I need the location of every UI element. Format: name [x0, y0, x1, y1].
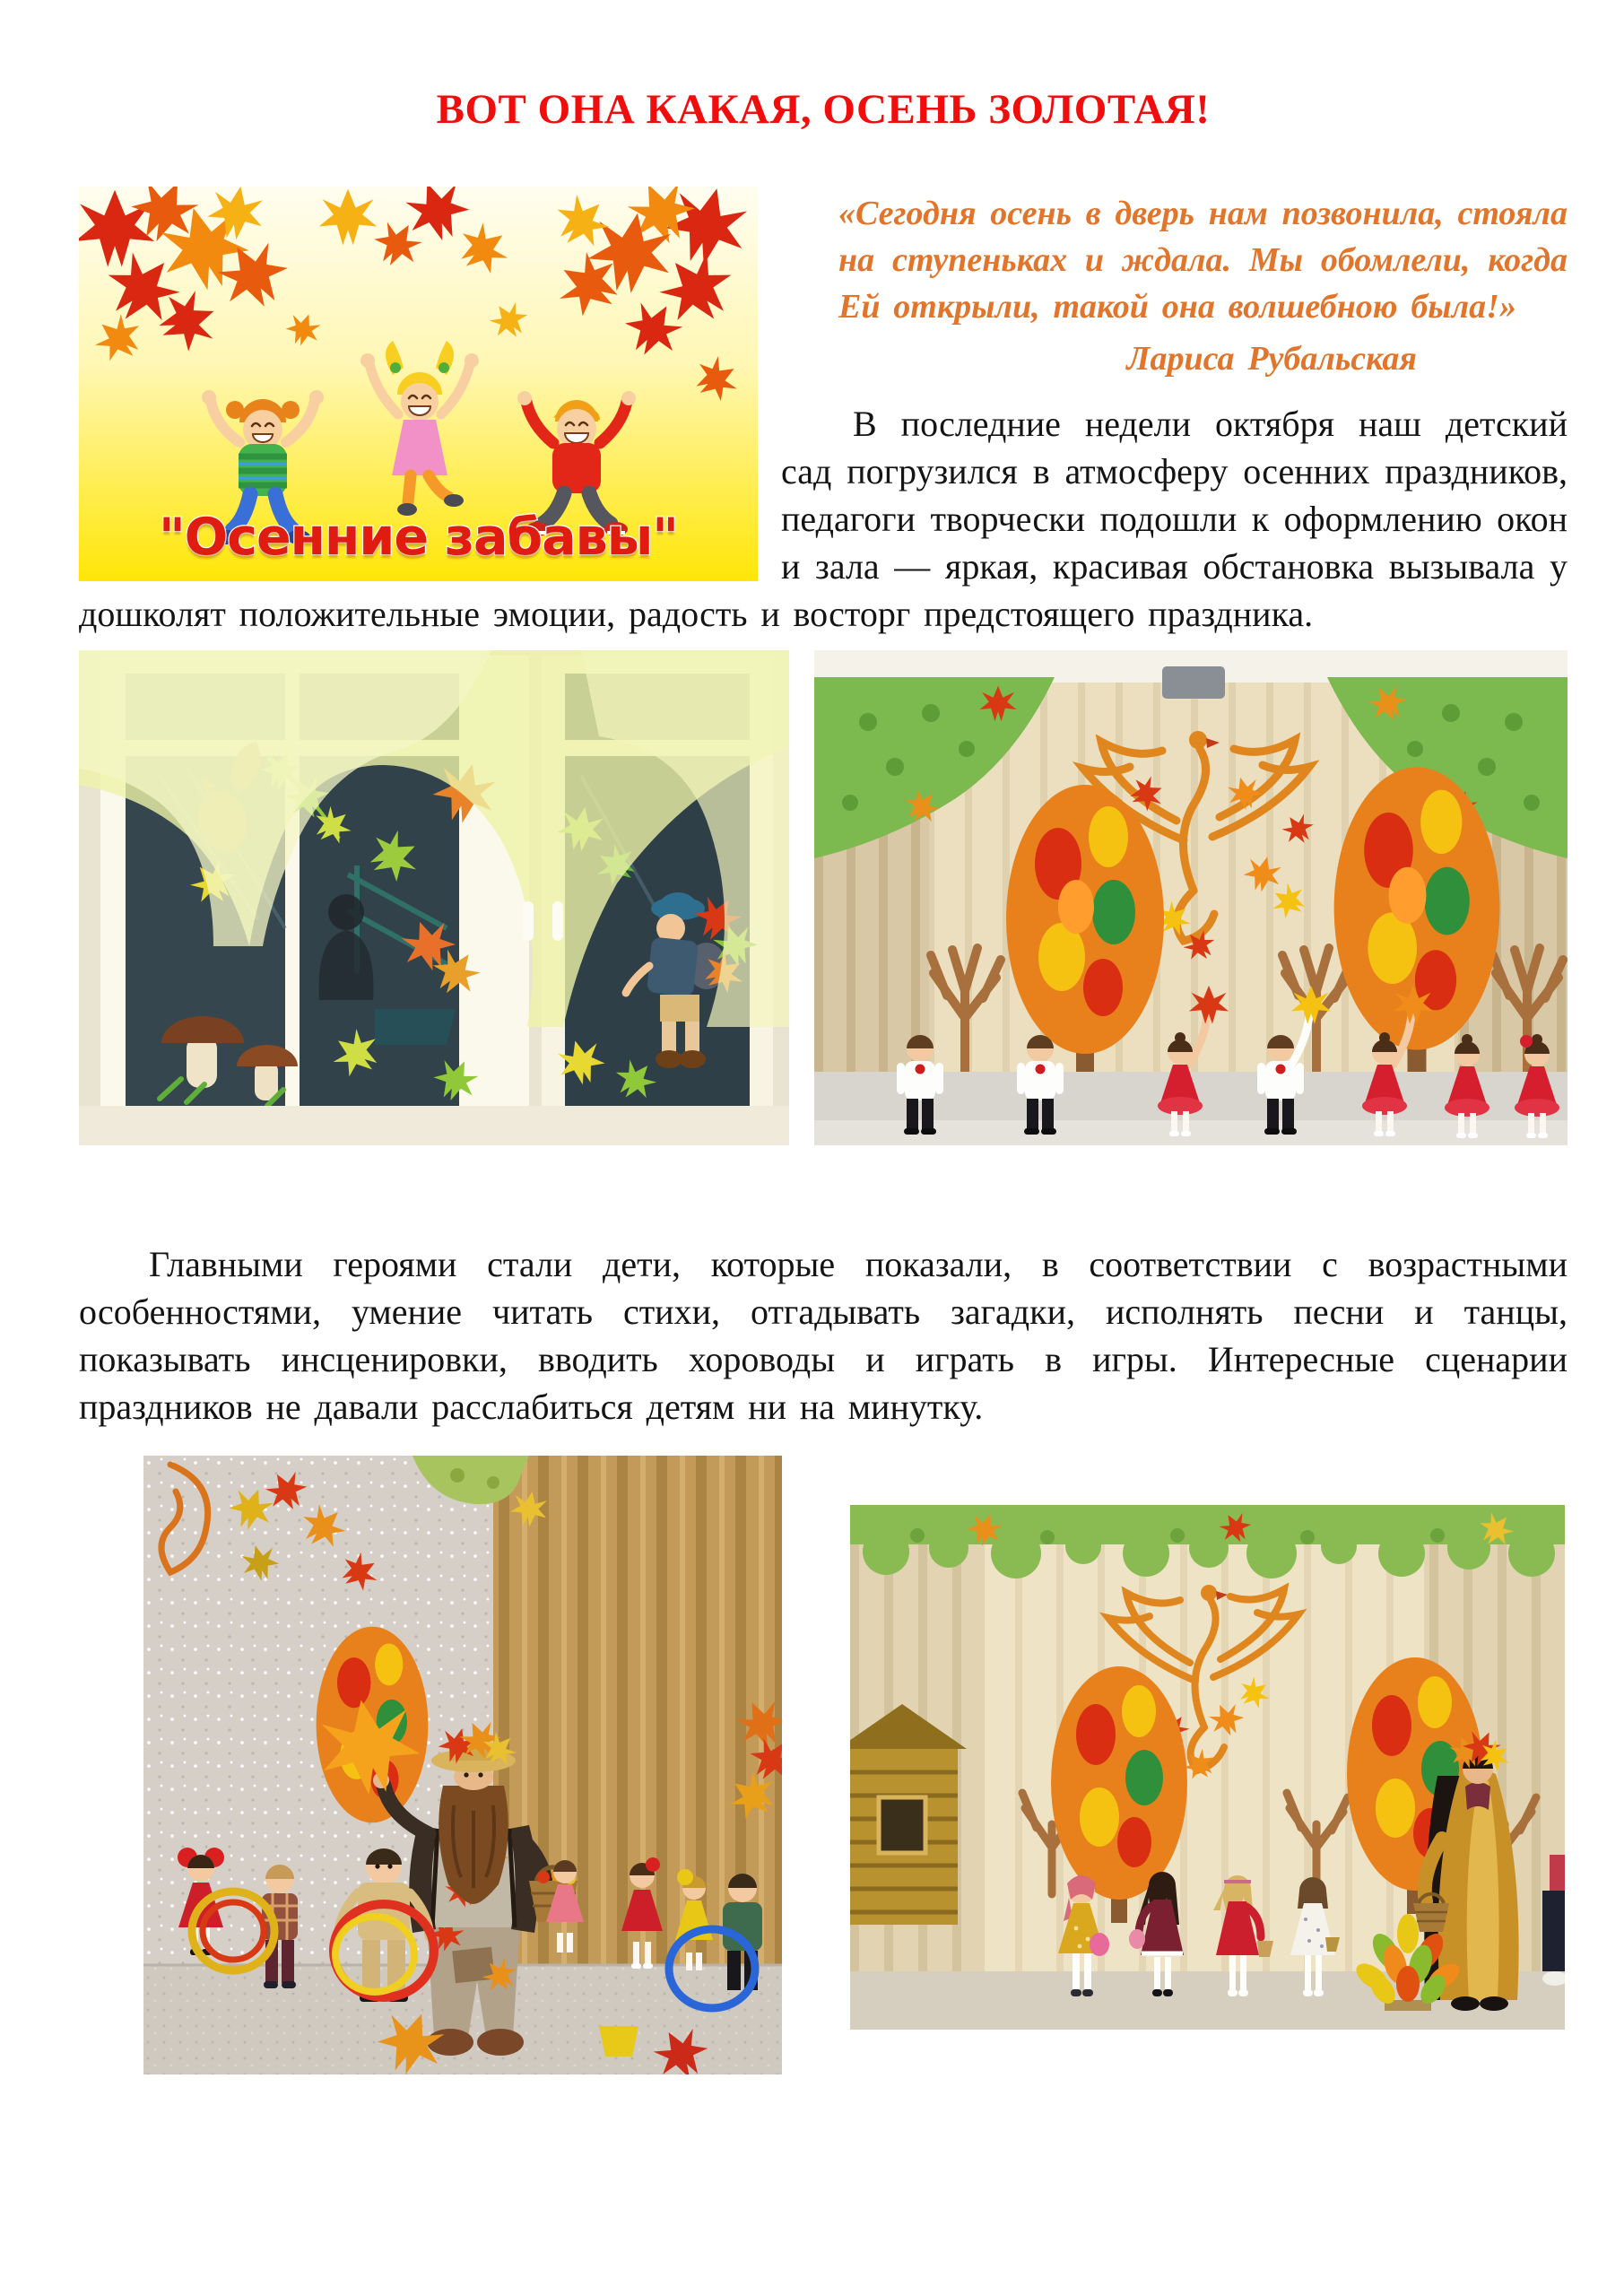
photo-stage-girls-autumn: [850, 1505, 1565, 2030]
quote-author: Лариса Рубальская: [1126, 340, 1417, 378]
banner-caption: "Осенние забавы": [159, 508, 678, 567]
quote-text: «Сегодня осень в дверь нам позвонила, стояла на ступеньках и ждала. Мы обомлели, когда Ей открыли, такой она волшебною была!»: [838, 195, 1568, 326]
photo-window-autumn-decorations: [79, 650, 789, 1145]
page-title: ВОТ ОНА КАКАЯ, ОСЕНЬ ЗОЛОТАЯ!: [436, 86, 1211, 133]
window-decorations-illustration: [79, 650, 789, 1145]
banner-autumn-fun-picture: [79, 187, 758, 581]
epigraph-quote: [838, 190, 1568, 382]
paragraph-october-weeks: В последние недели октября наш детский сад погрузился в атмосферу осенних праздников, педагоги творчески подошли к оформлению окон и зала — яркая, красивая обстановка вызывала у дошколят положительные эмоции, радость и восторг предстоящего праздника.: [79, 404, 1568, 634]
paragraph-children-heroes: Главными героями стали дети, которые показали, в соответствии с возрастными особенностями, умение читать стихи, отгадывать загадки, исполнять песни и танцы, показывать инсценировки, вводить хороводы и играть в игры. Интересные сценарии праздников не давали расслабиться детям ни на минутку.: [79, 1244, 1568, 1427]
photo-row-bottom: [79, 1456, 1568, 2074]
yellow-bucket: [599, 2026, 638, 2057]
stage-girls-illustration: [850, 1505, 1565, 2030]
stage-children-illustration: [814, 650, 1568, 1145]
photo-row-top: [79, 650, 1568, 1145]
hoops-game-illustration: [143, 1456, 782, 2074]
photo-stage-children-red: [814, 650, 1568, 1145]
wooden-hut-decor: [850, 1704, 967, 1925]
photo-hoops-game: [143, 1456, 782, 2074]
